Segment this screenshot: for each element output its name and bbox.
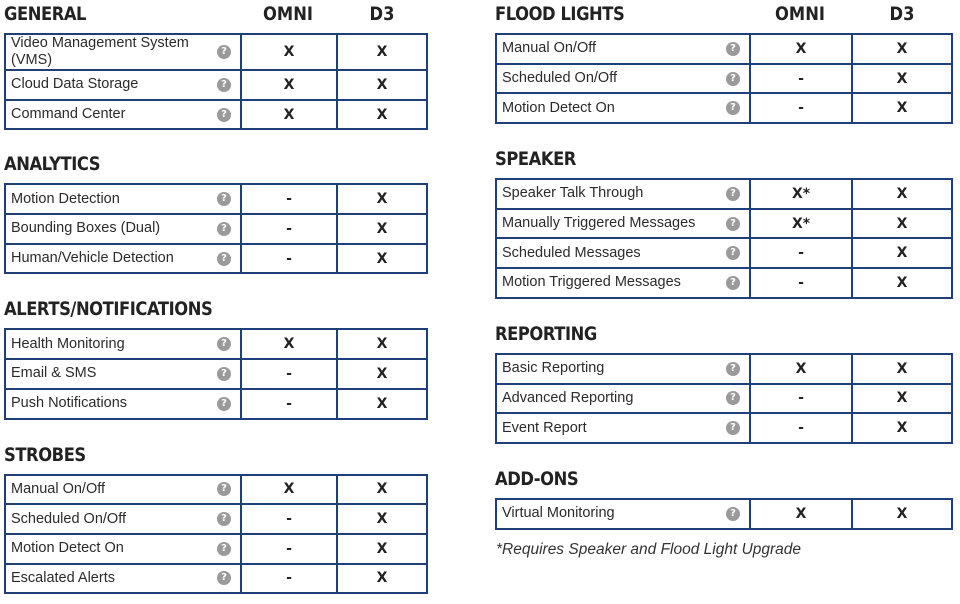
help-icon[interactable]: ? — [726, 246, 740, 260]
column-header-d3: D3 — [369, 3, 395, 25]
d3-value: X — [337, 214, 427, 244]
d3-value: X — [852, 499, 952, 529]
table-row — [496, 64, 952, 94]
omni-value: - — [241, 214, 337, 244]
feature-cell — [5, 389, 241, 419]
omni-value: - — [750, 384, 852, 414]
table-row — [5, 184, 427, 214]
help-icon[interactable]: ? — [726, 507, 740, 521]
omni-value: - — [241, 534, 337, 564]
feature-table — [495, 498, 953, 530]
feature-label: Scheduled On/Off — [502, 70, 618, 87]
feature-cell — [496, 413, 750, 443]
help-icon[interactable]: ? — [726, 391, 740, 405]
help-icon[interactable]: ? — [726, 276, 740, 290]
feature-label: Bounding Boxes (Dual) — [11, 220, 161, 237]
section-flood-lights — [495, 0, 953, 124]
omni-value: X* — [750, 209, 852, 239]
help-icon[interactable]: ? — [217, 45, 231, 59]
help-icon[interactable]: ? — [217, 192, 231, 206]
section-header — [4, 150, 428, 183]
d3-value: X — [337, 184, 427, 214]
d3-value: X — [852, 179, 952, 209]
feature-table — [495, 353, 953, 444]
table-row — [496, 34, 952, 64]
d3-value: X — [852, 384, 952, 414]
feature-cell — [496, 499, 750, 529]
d3-value: X — [852, 413, 952, 443]
feature-label: Basic Reporting — [502, 360, 605, 377]
omni-value: - — [241, 184, 337, 214]
feature-cell — [5, 34, 241, 70]
feature-label: Advanced Reporting — [502, 389, 634, 406]
feature-label: Escalated Alerts — [11, 569, 115, 586]
section-alerts-notifications — [4, 295, 428, 419]
feature-table — [4, 474, 428, 595]
feature-label: Virtual Monitoring — [502, 505, 615, 522]
omni-value: - — [750, 93, 852, 123]
d3-value: X — [852, 209, 952, 239]
section-header — [4, 441, 428, 474]
feature-label: Motion Detect On — [502, 99, 615, 116]
section-header — [495, 465, 953, 498]
help-icon[interactable]: ? — [217, 337, 231, 351]
help-icon[interactable]: ? — [726, 217, 740, 231]
d3-value: X — [337, 359, 427, 389]
feature-label: Scheduled Messages — [502, 244, 641, 261]
feature-label: Health Monitoring — [11, 335, 125, 352]
feature-cell — [5, 504, 241, 534]
d3-value: X — [852, 93, 952, 123]
d3-value: X — [852, 64, 952, 94]
feature-cell — [5, 100, 241, 130]
feature-table — [4, 33, 428, 130]
feature-label: Push Notifications — [11, 395, 128, 412]
omni-value: X — [750, 499, 852, 529]
help-icon[interactable]: ? — [726, 72, 740, 86]
d3-value: X — [337, 534, 427, 564]
table-row — [5, 504, 427, 534]
section-header — [4, 0, 428, 33]
d3-value: X — [852, 238, 952, 268]
feature-cell — [5, 184, 241, 214]
feature-label: Email & SMS — [11, 365, 97, 382]
section-title: ADD-ONS — [495, 467, 579, 490]
section-title: STROBES — [4, 443, 86, 466]
d3-value: X — [852, 354, 952, 384]
table-row — [496, 499, 952, 529]
right-column — [495, 0, 953, 530]
table-row — [5, 359, 427, 389]
table-row — [496, 209, 952, 239]
omni-value: - — [750, 64, 852, 94]
table-row — [496, 238, 952, 268]
section-title: REPORTING — [495, 322, 597, 345]
section-add-ons — [495, 465, 953, 530]
omni-value: - — [750, 268, 852, 298]
feature-cell — [496, 238, 750, 268]
table-row — [5, 100, 427, 130]
help-icon[interactable]: ? — [726, 42, 740, 56]
omni-value: X — [750, 34, 852, 64]
feature-cell — [496, 209, 750, 239]
section-title: SPEAKER — [495, 148, 576, 171]
table-row — [496, 268, 952, 298]
feature-label: Speaker Talk Through — [502, 185, 644, 202]
feature-label: Manual On/Off — [11, 480, 106, 497]
section-title: ANALYTICS — [4, 153, 101, 176]
section-title: ALERTS/NOTIFICATIONS — [4, 298, 213, 321]
omni-value: - — [241, 244, 337, 274]
omni-value: - — [241, 564, 337, 594]
d3-value: X — [337, 244, 427, 274]
omni-value: X — [241, 100, 337, 130]
feature-table — [495, 33, 953, 124]
table-row — [496, 93, 952, 123]
table-row — [5, 475, 427, 505]
feature-cell — [5, 475, 241, 505]
table-row — [5, 534, 427, 564]
omni-value: - — [750, 238, 852, 268]
feature-cell — [496, 64, 750, 94]
omni-value: - — [241, 389, 337, 419]
column-header-omni: OMNI — [263, 3, 313, 25]
omni-value: X* — [750, 179, 852, 209]
feature-cell — [5, 244, 241, 274]
feature-label: Cloud Data Storage — [11, 76, 139, 93]
feature-cell — [496, 384, 750, 414]
feature-cell — [496, 93, 750, 123]
feature-label: Command Center — [11, 106, 126, 123]
help-icon[interactable]: ? — [217, 367, 231, 381]
omni-value: - — [241, 359, 337, 389]
section-strobes — [4, 441, 428, 595]
table-row — [496, 384, 952, 414]
d3-value: X — [852, 268, 952, 298]
help-icon[interactable]: ? — [726, 187, 740, 201]
footnote: *Requires Speaker and Flood Light Upgrade — [496, 541, 802, 558]
d3-value: X — [337, 70, 427, 100]
help-icon[interactable]: ? — [217, 252, 231, 266]
column-header-omni: OMNI — [775, 3, 825, 25]
help-icon[interactable]: ? — [217, 108, 231, 122]
table-row — [496, 413, 952, 443]
d3-value: X — [852, 34, 952, 64]
feature-cell — [496, 268, 750, 298]
feature-label: Scheduled On/Off — [11, 510, 127, 527]
d3-value: X — [337, 34, 427, 70]
feature-cell — [5, 214, 241, 244]
section-title: GENERAL — [4, 3, 87, 25]
left-column — [4, 0, 428, 594]
feature-label: Event Report — [502, 419, 587, 436]
d3-value: X — [337, 475, 427, 505]
omni-value: X — [241, 70, 337, 100]
table-row — [5, 70, 427, 100]
feature-table — [495, 178, 953, 299]
section-analytics — [4, 150, 428, 274]
help-icon[interactable]: ? — [217, 512, 231, 526]
feature-label: Human/Vehicle Detection — [11, 250, 174, 267]
help-icon[interactable]: ? — [726, 362, 740, 376]
help-icon[interactable]: ? — [217, 78, 231, 92]
table-row — [496, 354, 952, 384]
feature-label: Motion Triggered Messages — [502, 274, 681, 291]
d3-value: X — [337, 389, 427, 419]
feature-cell — [5, 534, 241, 564]
section-header — [495, 320, 953, 353]
omni-value: X — [241, 34, 337, 70]
help-icon[interactable]: ? — [726, 101, 740, 115]
section-general — [4, 0, 428, 130]
help-icon[interactable]: ? — [217, 542, 231, 556]
help-icon[interactable]: ? — [726, 421, 740, 435]
feature-cell — [5, 70, 241, 100]
help-icon[interactable]: ? — [217, 397, 231, 411]
help-icon[interactable]: ? — [217, 222, 231, 236]
d3-value: X — [337, 504, 427, 534]
help-icon[interactable]: ? — [217, 482, 231, 496]
table-row — [496, 179, 952, 209]
feature-cell — [5, 564, 241, 594]
omni-value: X — [750, 354, 852, 384]
feature-label: Motion Detection — [11, 190, 120, 207]
section-header — [4, 295, 428, 328]
omni-value: - — [241, 504, 337, 534]
omni-value: - — [750, 413, 852, 443]
d3-value: X — [337, 329, 427, 359]
section-title: FLOOD LIGHTS — [495, 3, 625, 25]
column-header-d3: D3 — [889, 3, 915, 25]
feature-cell — [496, 354, 750, 384]
omni-value: X — [241, 475, 337, 505]
section-header — [495, 145, 953, 178]
omni-value: X — [241, 329, 337, 359]
table-row — [5, 244, 427, 274]
feature-table — [4, 183, 428, 274]
feature-label: Manual On/Off — [502, 40, 597, 57]
feature-cell — [5, 359, 241, 389]
section-reporting — [495, 320, 953, 444]
section-speaker — [495, 145, 953, 299]
feature-cell — [496, 179, 750, 209]
feature-cell — [5, 329, 241, 359]
section-header — [495, 0, 953, 33]
feature-label: Video Management System (VMS) — [11, 35, 189, 68]
feature-table — [4, 328, 428, 419]
table-row — [5, 389, 427, 419]
d3-value: X — [337, 564, 427, 594]
feature-label: Motion Detect On — [11, 540, 124, 557]
help-icon[interactable]: ? — [217, 571, 231, 585]
feature-label: Manually Triggered Messages — [502, 215, 696, 232]
table-row — [5, 214, 427, 244]
d3-value: X — [337, 100, 427, 130]
table-row — [5, 34, 427, 70]
table-row — [5, 564, 427, 594]
table-row — [5, 329, 427, 359]
feature-cell — [496, 34, 750, 64]
